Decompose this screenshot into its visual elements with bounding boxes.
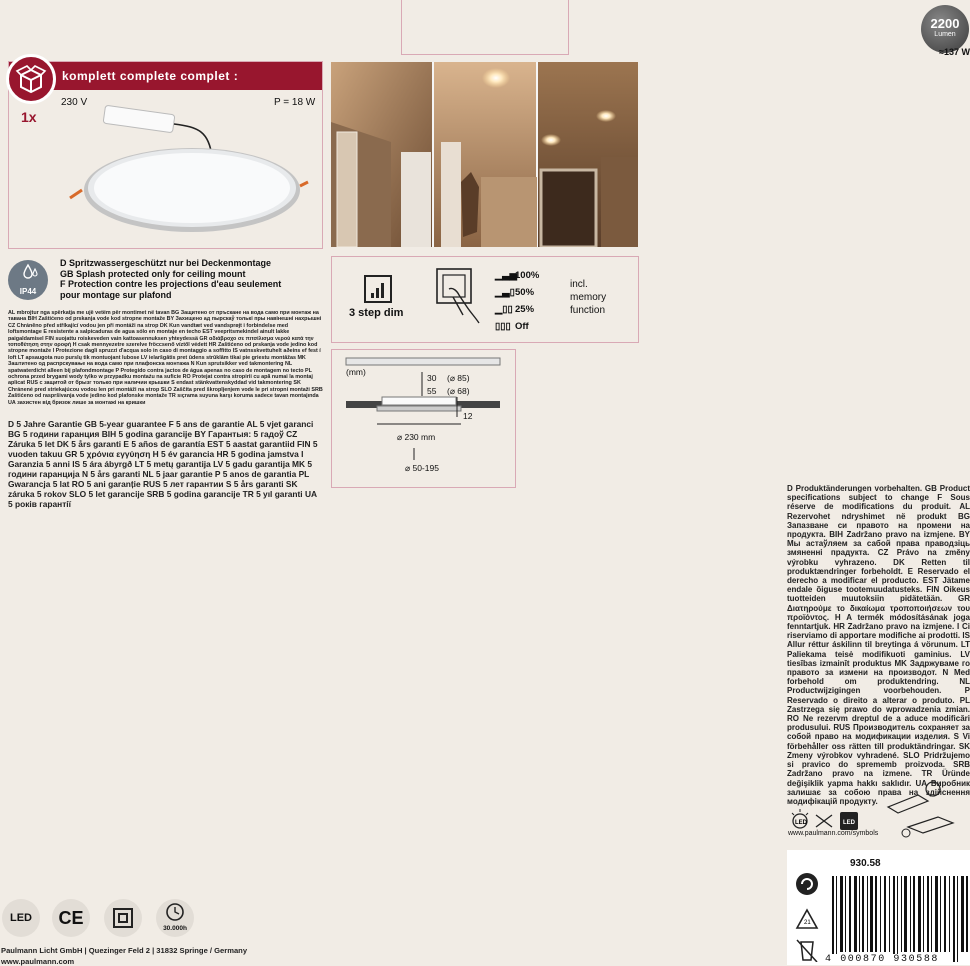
dim-level-off: Off: [515, 321, 529, 332]
room-photo-collage: [331, 62, 638, 247]
contents-header-text: komplett complete complet :: [62, 69, 239, 83]
ip-rating-label: IP44: [19, 287, 37, 296]
ip-line-de: D Spritzwassergeschützt nur bei Deckenmontage: [60, 258, 272, 268]
guarantee-text: D 5 Jahre Garantie GB 5-year guarantee F 5 ans de garantie AL 5 vjet garanci BG 5 години гаранция BIH 5 godina garancije BY Гарантыя: 5 гадоў CZ Záruka 5 let DK 5 års garanti E 5 años de garantía EST 5 aastat garantiid FIN 5 vuoden takuu GR 5 χρόνια εγγύηση H 5 év garancia HR 5 godina jamstva I Garanzia 5 anni IS 5 ára ábyrgð LT 5 metų garantija LV 5 gadu garantija MK 5 години гаранција N 5 års garanti NL 5 jaar garantie P 5 anos de garantia PL Gwarancja 5 lat RO 5 ani garanție RUS 5 лет гарантии S 5 års garanti SK záruka 5 rokov SLO 5 let garancije SRB 5 godina garancije TR 5 yıl garanti UA 5 років гарантії: [8, 419, 318, 509]
dim-step-icon: [364, 275, 394, 305]
memory-function-note: incl. memory function: [570, 279, 607, 316]
dimension-drawing-box: [331, 349, 516, 488]
barcode-digits: 4 000870 930588: [825, 954, 940, 965]
certification-icons: [0, 895, 200, 940]
ip44-rating-icon: [8, 260, 48, 300]
dim-level-50: 50%: [515, 287, 535, 298]
lifetime-clock-icon: [156, 899, 194, 937]
ean-barcode: [832, 876, 970, 962]
diameter-value-1: (⌀ 85): [447, 373, 470, 383]
power-label: P = 18 W: [274, 97, 316, 108]
package-box-icon: [6, 54, 56, 104]
protection-class-icon: [104, 899, 142, 937]
panel-light-drawing: [64, 102, 314, 242]
svg-text:21: 21: [804, 920, 811, 926]
dim-label: 3 step dim: [349, 307, 404, 319]
company-url[interactable]: www.paulmann.com: [1, 957, 75, 966]
dim-levels-list: ▁▃▅100% ▁▃▯50% ▁▯▯ 25% ▯▯▯ Off: [495, 270, 540, 332]
dimension-unit: (mm): [346, 367, 366, 377]
three-step-dim-box: [331, 256, 639, 343]
height-value-2: 55: [427, 386, 437, 396]
svg-text:LED: LED: [795, 820, 807, 826]
dim-level-100: 100%: [515, 270, 540, 281]
lumen-value: 2200: [930, 16, 960, 31]
lifetime-hours: 30.000h: [163, 925, 187, 932]
ip-line-fr: F Protection contre les projections d'eau seulement: [60, 279, 282, 289]
led-icon: LED: [2, 899, 40, 937]
dim-level-25: 25%: [515, 304, 535, 315]
diameter-value-2: (⌀ 68): [447, 386, 470, 396]
voltage-label: 230 V: [61, 97, 88, 108]
lumen-badge: [921, 5, 969, 53]
panel-diameter: ⌀ 230 mm: [397, 432, 436, 442]
article-number: 930.58: [850, 858, 881, 869]
splash-protection-text: [60, 258, 281, 300]
company-address: Paulmann Licht GmbH | Quezinger Feld 2 | 31832 Springe / Germany: [1, 946, 248, 955]
top-label-box: [401, 0, 569, 55]
package-contents-box: [8, 61, 323, 249]
height-value-1: 30: [427, 373, 437, 383]
lumen-unit: Lumen: [934, 31, 956, 38]
recycling-icons: [795, 872, 821, 962]
svg-text:LED: LED: [843, 820, 855, 826]
ce-mark-icon: CE: [52, 899, 90, 937]
cutout-diameter: ⌀ 50-195: [405, 463, 439, 473]
quantity: 1x: [21, 109, 37, 125]
thickness-value: 12: [463, 411, 473, 421]
multilingual-splash-text: AL mbrojtur nga spërkatja me ujë vetëm për montimet në tavan BG Защитено от пръскане на вода само при монтаж на тавана BIH Zaštićeno od prskanja vode kod stropne montaže BY Захищено ад пырскаў толькі пры навінешні нахрышні CZ Chráněno před stříkající vodou jen při montáži na strop DK Kun vandtæt ved vandsprøjt i forbindelse med loftsmontage E resistente a salpicaduras de agua sólo en montaje en techo EST veepritsmekindel ainult lakke paigaldamisel FIN suojattu roiskeveden vain kattoasennuksen yhteydessä GR αδιάβροχο σε πιτσίλισμα νερού κατά την τοποθέτηση στην οροφή H csak mennyezetre szerelve fröccsenő víztől védett HR Zaštićeno od prskanja vode jedino kod stropne montaže I Protezione dagli spruzzi d'acqua solo in caso di montaggio a soffitto IS vatnsskvettuhelt aðeins ef fest í loft LT apsaugota nuo purslų tik montuojant lubose LV ielaršgātis pret ūdens strūklām tikai pie griestu montāžas MK Заштитено од распрскување на вода само при плафонска монтажа N Kun sprutsikker ved takmontering NL spatwaterdicht alleen bij plafondmontage P Protegido contra jactos de água apenas no caso de montagem no tecto PL ochrona przed brygami wody tylko w przypadku montażu na suficie RO Protejat contra stropirii cu apă numai la montaj aplicat RUS с защитой от брызг только при наличии крышки S endast stänkvattenskyddad vid takmontering SK Chránené pred striekajúcou vodou len pri montáži na strop SLO Zaščita pred škropljenjem vode le pri stropni montaži SRB Zaštićeno od raspršivanja vode jedino kod plafonske montaže TR sıçrama suyuna karşı koruma sadece tavan montajında UA захистен від бризок лише за монтажі на кришки: [8, 310, 323, 406]
ip-line-gb: GB Splash protected only for ceiling mount: [60, 268, 246, 279]
contents-header: [9, 62, 322, 90]
lumen-watt-equivalent: ≈137 W: [939, 47, 970, 57]
ip-line-fr-2: pour montage sur plafond: [60, 289, 172, 300]
wall-switch-hand-icon: [435, 267, 485, 327]
product-change-notice: D Produktänderungen vorbehalten. GB Product specifications subject to change F Sous réserve de modifications du produit. AL Rezervohet ndryshimet në produkt BG Запазване си правото на промени на продукта. BIH Zadržano pravo na izmjene. BY Мы астаўляем за сабой права праводзіць змяненні прадукта. CZ Právo na změny výrobku vyhrazeno. DK Retten til produktændringer forbeholdt. E Reservado el derecho a modificar el producto. EST Jätame endale õiguse tootemuudatusteks. FIN Oikeus tuotteiden muutoksiin pidätetään. GR Διατηρούμε το δικαίωμα τροποποιήσεων του προϊόντος. H A termék módosításának joga fenntartjuk. HR Zadržano pravo na izmjene. I Ci riserviamo di apportare modifiche ai prodotti. IS Allur réttur áskilinn til breytinga á vörunum. LT Paliekama teisė modifikuoti gaminius. LV tiesības izmainīt produktus MK Задржуваме го правото за измени на производот. N Med forbehold om produktendring. NL Productwijzigingen voorbehouden. P Reservado o direito a alterar o produto. PL Zastrzega się prawo do wprowadzenia zmian. RO Ne rezervm dreptul de a aduce modificări produsului. RUS Производитель сохраняет за собой право на модификации изделия. S Vi förbehåller oss rätten till produktändringar. SK Zmeny výrobkov vyhradené. SLO Pridržujemo si pravico do sprememb proizvoda. SRB Zadržano pravo na izmene. TR Üründe değişiklik yapma hakkı saklıdır. UA Виробник залишає за собою права на здійснення модифікацій продукту.: [787, 484, 970, 806]
symbols-url: www.paulmann.com/symbols: [788, 830, 879, 837]
